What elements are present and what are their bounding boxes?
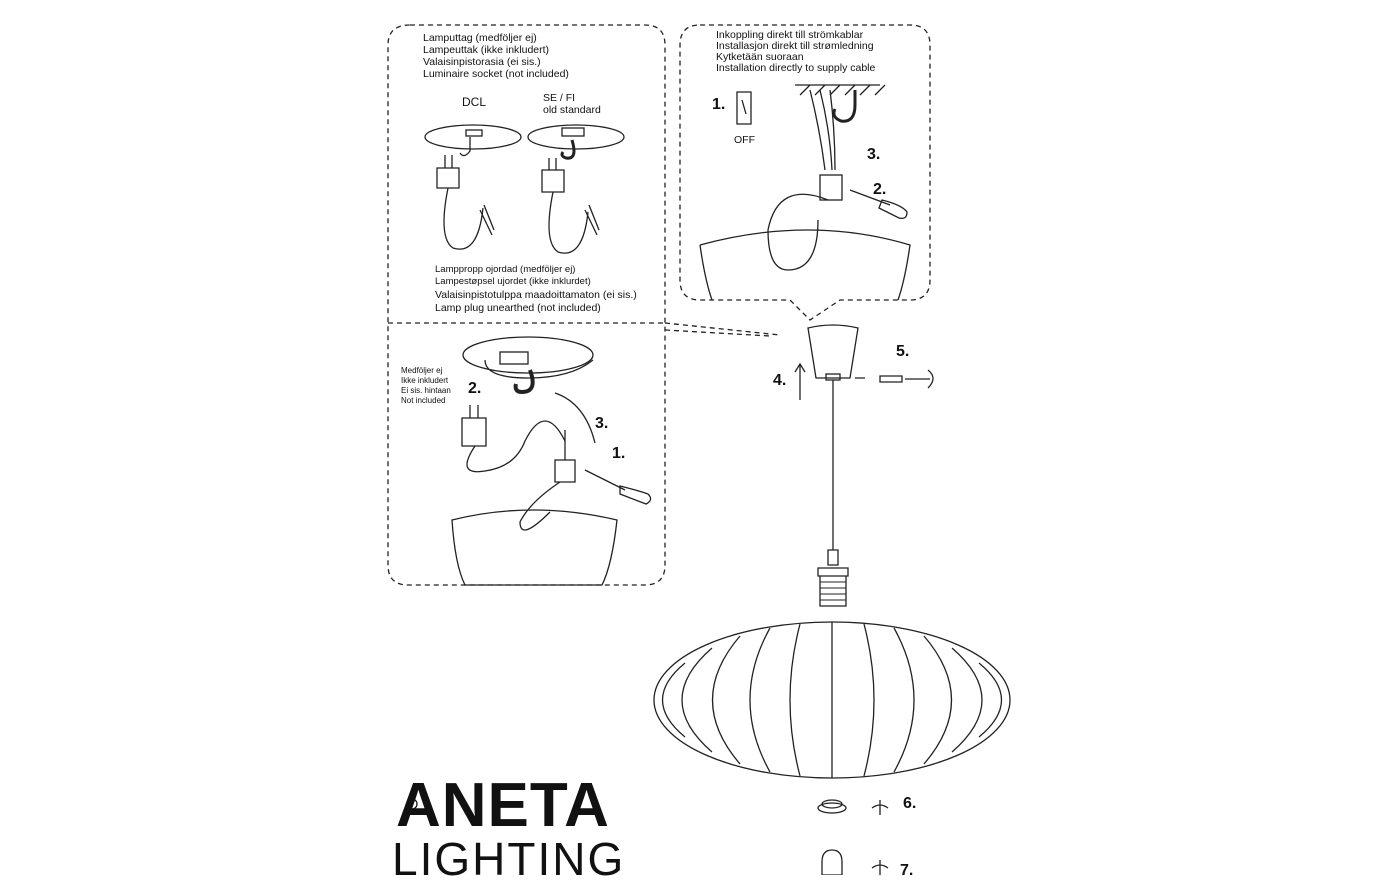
direct-step-2: 2. — [873, 181, 887, 198]
plug-line-2: Lampestøpsel ujordet (ikke inklurdet) — [435, 276, 591, 287]
plug-line-4: Lamp plug unearthed (not included) — [435, 302, 601, 314]
step-5: 5. — [896, 343, 910, 360]
socket-title-3: Valaisinpistorasia (ei sis.) — [423, 56, 541, 68]
direct-title-1: Inkoppling direkt till strömkablar — [716, 29, 864, 41]
socket-title-4: Luminaire socket (not included) — [423, 68, 569, 80]
socket-title-1: Lamputtag (medföljer ej) — [423, 32, 537, 44]
rotate-arrow-7 — [872, 860, 888, 875]
bulb — [822, 850, 842, 875]
supply-wires — [810, 90, 835, 170]
ceiling-hatch — [795, 85, 885, 95]
dcl-plug — [437, 155, 483, 249]
old-standard-label: old standard — [543, 104, 601, 116]
plug-step-1: 1. — [612, 445, 626, 462]
screwdriver — [585, 470, 651, 504]
se-fi-label: SE / FI — [543, 92, 576, 104]
plug-step-2: 2. — [468, 380, 482, 397]
direct-title-4: Installation directly to supply cable — [716, 62, 876, 74]
plug-line-1: Lamppropp ojordad (medföljer ej) — [435, 264, 576, 275]
dcl-ceiling-plate — [425, 125, 521, 149]
off-label: OFF — [734, 134, 755, 146]
plug — [462, 405, 565, 472]
socket-title-2: Lampeuttak (ikke inkludert) — [423, 44, 550, 56]
se-plug — [542, 158, 588, 253]
step-4: 4. — [773, 372, 787, 389]
rotate-arrow-6 — [872, 800, 888, 815]
direct-title-3: Kytketään suoraan — [716, 51, 804, 63]
note-line-1: Medföljer ej — [401, 366, 443, 375]
screw-5 — [855, 370, 933, 388]
terminal-block — [820, 175, 842, 200]
logo-aneta: ANETA — [396, 771, 610, 840]
arrow-4 — [795, 364, 805, 400]
switch-icon — [737, 92, 751, 124]
plug-line-3: Valaisinpistotulppa maadoittamaton (ei sis.) — [435, 289, 637, 301]
step-6: 6. — [903, 795, 917, 812]
ceiling-canopy — [808, 325, 858, 378]
note-line-4: Not included — [401, 396, 446, 405]
logo-lighting: LIGHTING — [392, 833, 626, 885]
direct-step-1: 1. — [712, 96, 726, 113]
direct-title-2: Installasjon direkt till strømledning — [716, 40, 874, 52]
note-line-3: Ei sis. hintaan — [401, 386, 451, 395]
lamp-socket — [818, 550, 848, 606]
arrow-3 — [555, 393, 595, 443]
connector-dashed — [665, 323, 780, 336]
pendant-shade — [654, 622, 1010, 778]
step-7: 7. — [900, 862, 914, 879]
direct-step-3: 3. — [867, 146, 881, 163]
ceiling-hook — [834, 90, 855, 121]
terminal-block — [555, 460, 575, 482]
dcl-label: DCL — [462, 95, 487, 109]
note-line-2: Ikke inkludert — [401, 376, 449, 385]
plug-step-3: 3. — [595, 415, 609, 432]
